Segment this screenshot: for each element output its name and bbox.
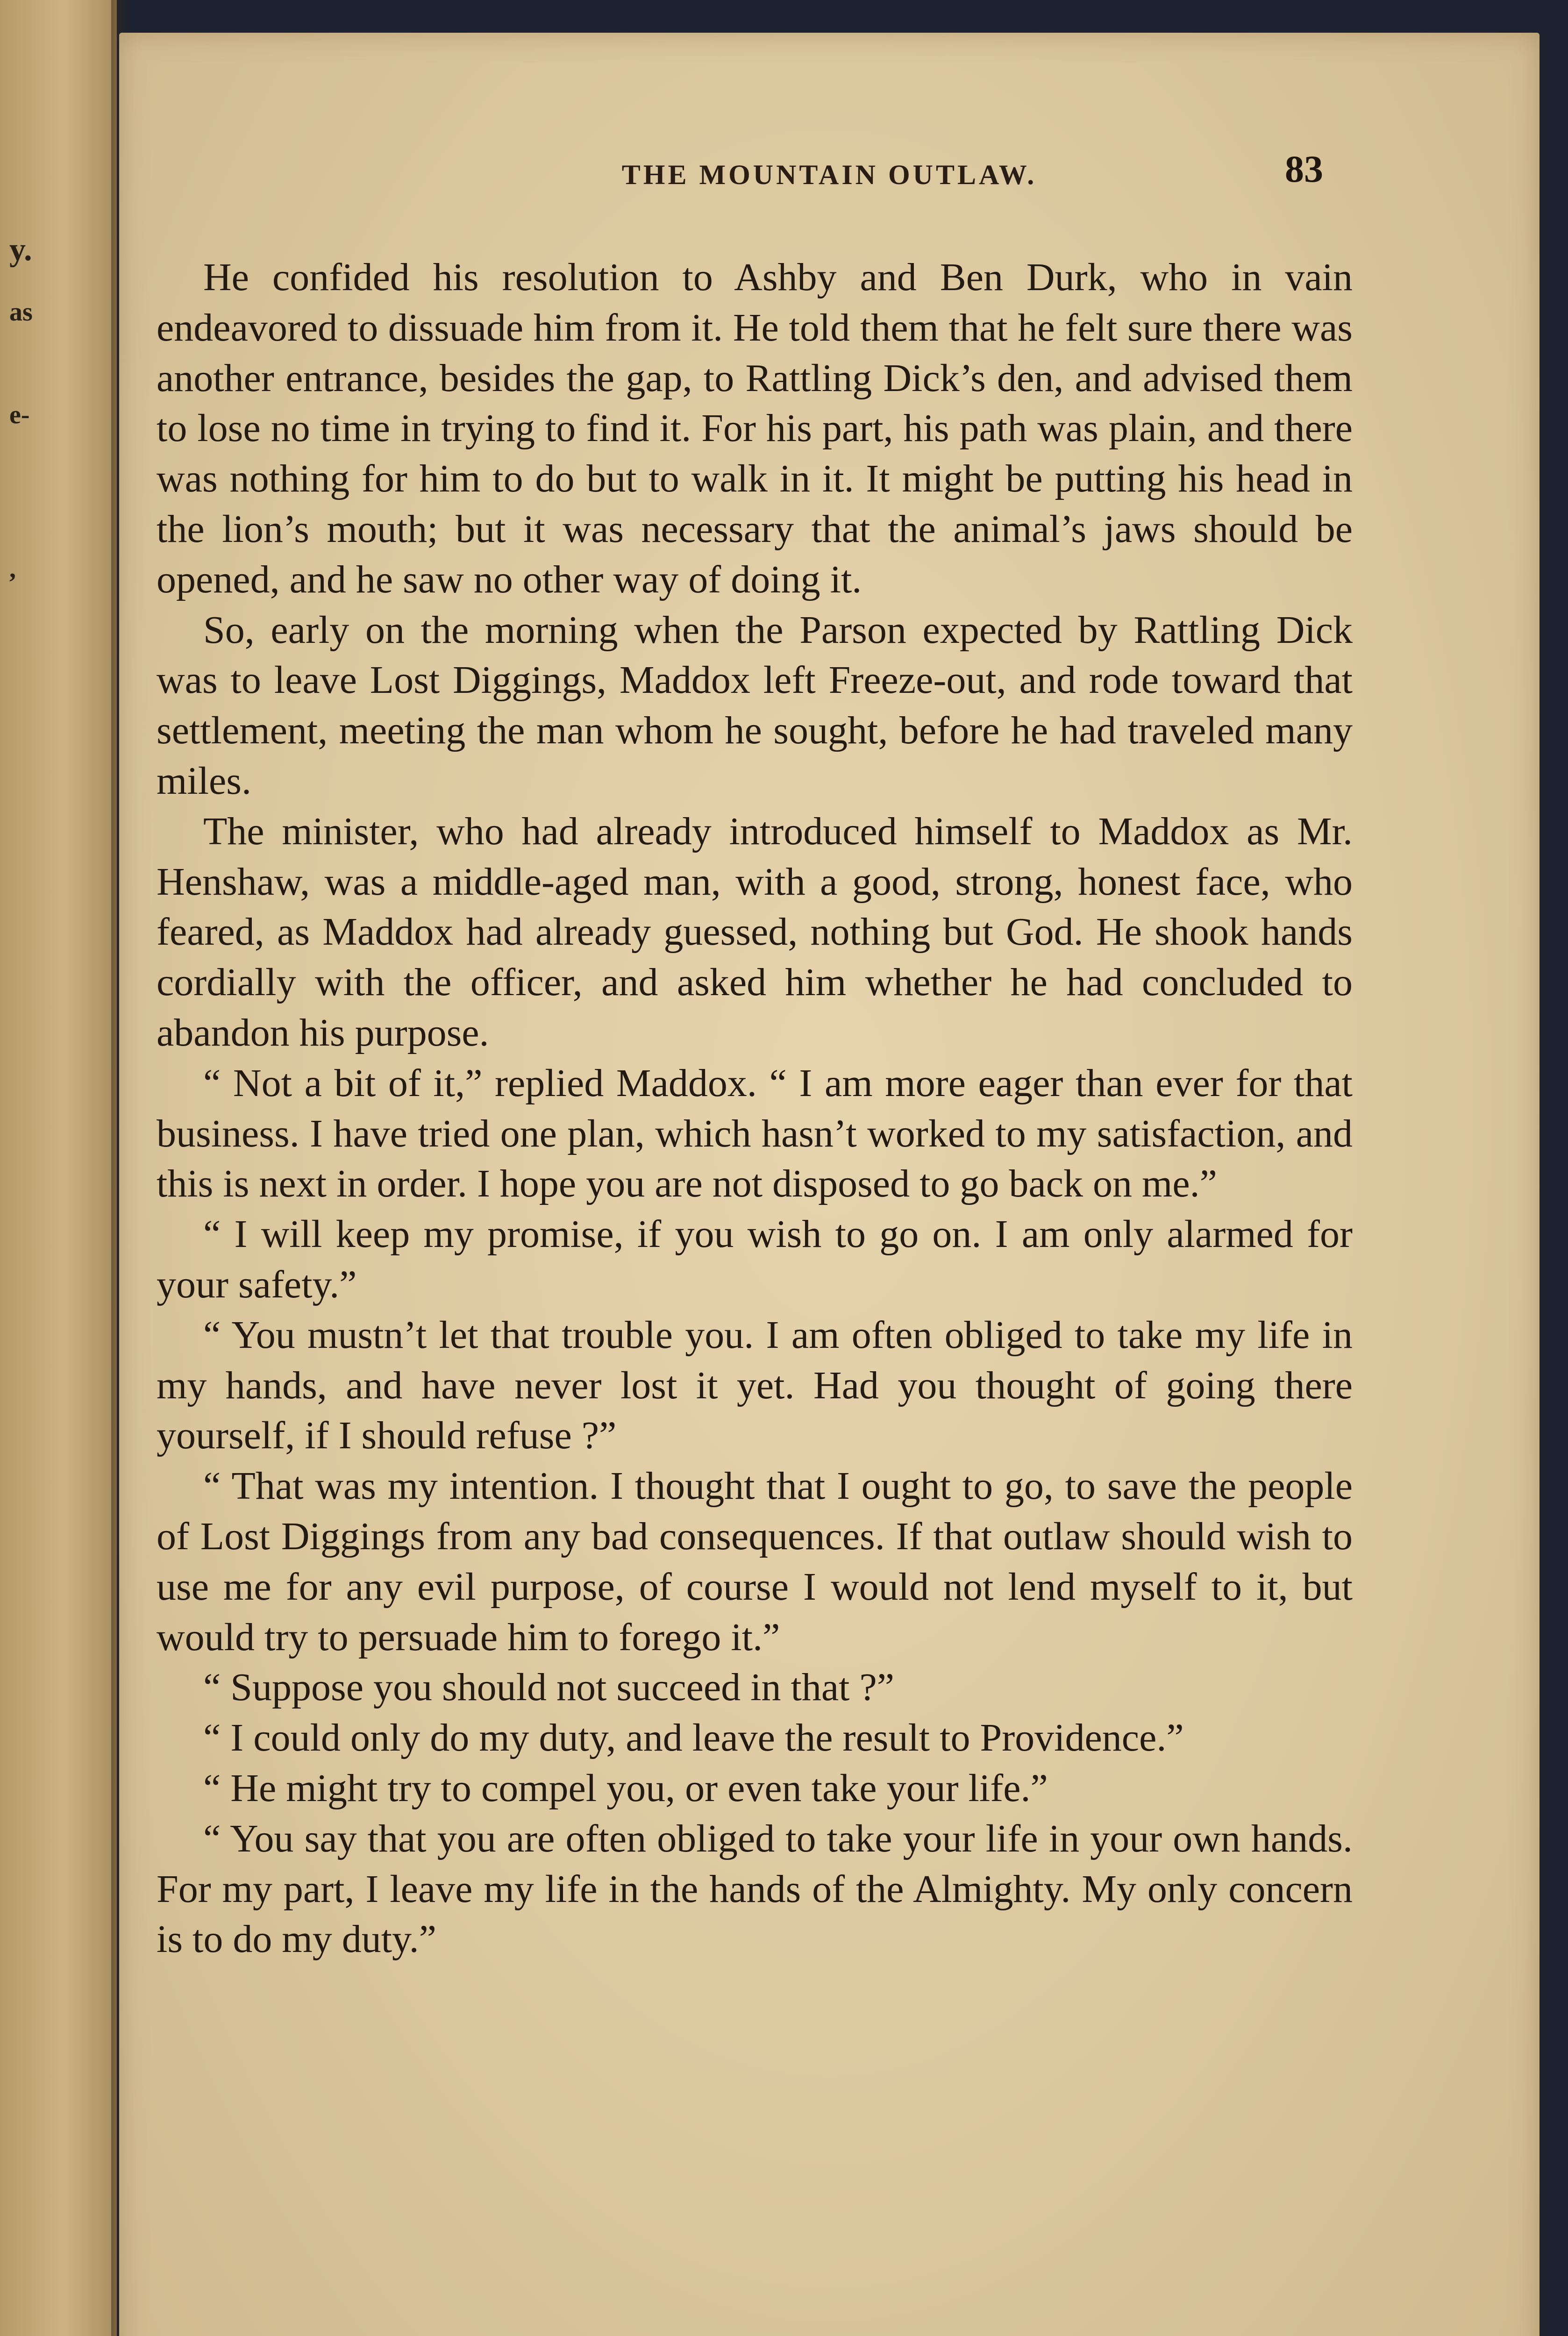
body-text: [157, 252, 1353, 1965]
previous-page-edge: [0, 0, 117, 2336]
previous-page-fragment: ,: [9, 555, 16, 584]
paragraph: “ I could only do my duty, and leave the result to Providence.”: [203, 1716, 1184, 1760]
paragraph: He confided his resolution to Ashby and Ben Durk, who in vain endeavored to dissuade him from it. He told them that he felt sure there was another entrance, besides the gap, to Rattling Dick’s den, and advised them to lose no time in trying to find it. For his part, his path was plain, and there was nothing for him to do but to walk in it. It might be putting his head in the lion’s mouth; but it was necessary that the animal’s jaws should be opened, and he saw no other way of doing it.: [157, 256, 1353, 601]
paragraph: “ Suppose you should not succeed in that ?”: [203, 1666, 895, 1709]
paragraph: So, early on the morning when the Parson expected by Rattling Dick was to leave Lost Diggings, Maddox left Freeze-out, and rode toward that settlement, meeting the man whom he sought, before he had traveled many miles.: [157, 608, 1353, 803]
running-head: THE MOUNTAIN OUTLAW.: [621, 159, 1037, 190]
paragraph: “ You mustn’t let that trouble you. I am often obliged to take my life in my hands, and have never lost it yet. Had you thought of going there yourself, if I should refuse ?”: [157, 1313, 1353, 1458]
previous-page-fragment: y.: [9, 232, 32, 268]
book-page: [119, 33, 1539, 2336]
page-number: 83: [1285, 148, 1323, 190]
paragraph: “ You say that you are often obliged to take your life in your own hands. For my part, I leave my life in the hands of the Almighty. My only concern is to do my duty.”: [157, 1816, 1353, 1961]
previous-page-fragment: e-: [9, 400, 30, 429]
paragraph: The minister, who had already introduced himself to Maddox as Mr. Henshaw, was a middle-aged man, with a good, strong, honest face, who feared, as Maddox had already guessed, nothing but God. He shook hands cordially with the officer, and asked him whether he had concluded to abandon his purpose.: [157, 809, 1353, 1054]
paragraph: “ That was my intention. I thought that I ought to go, to save the people of Lost Diggings from any bad consequences. If that outlaw should wish to use me for any evil purpose, of course I would not lend myself to it, but would try to persuade him to forego it.”: [157, 1464, 1353, 1659]
previous-page-fragment: as: [9, 298, 33, 327]
paragraph: “ I will keep my promise, if you wish to go on. I am only alarmed for your safety.”: [157, 1212, 1353, 1306]
paragraph: “ Not a bit of it,” replied Maddox. “ I am more eager than ever for that business. I have tried one plan, which hasn’t worked to my satisfaction, and this is next in order. I hope you are not disposed to go back on me.”: [157, 1061, 1353, 1206]
paragraph: “ He might try to compel you, or even take your life.”: [203, 1766, 1048, 1810]
